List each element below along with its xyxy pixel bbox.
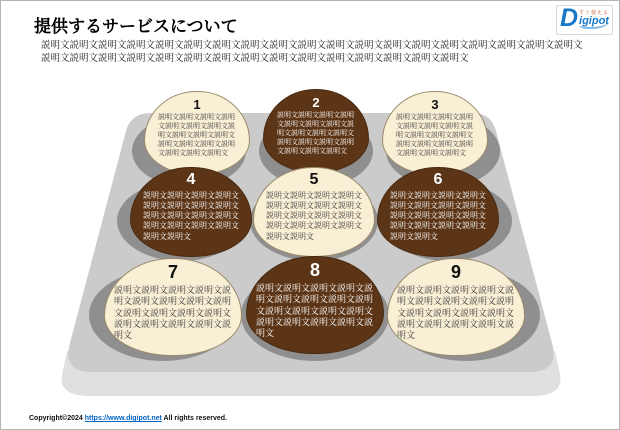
dome-text: 説明文説明文説明文説明文説明文説明文説明文説明文説明文説明文説明文説明文説明文説明文説明文説明文説明文説明文: [396, 114, 473, 157]
dome-text: 説明文説明文説明文説明文説明文説明文説明文説明文説明文説明文説明文説明文説明文説明文説明文説明文説明文説明文: [397, 285, 515, 340]
dome-text: 説明文説明文説明文説明文説明文説明文説明文説明文説明文説明文説明文説明文説明文説明文説明文説明文説明文説明文: [390, 191, 486, 241]
digipot-link[interactable]: https://www.digipot.net: [84, 415, 162, 422]
copyright-suffix: All rights reserved.: [161, 415, 227, 422]
dome-number: 6: [433, 171, 443, 188]
dome-text: 説明文説明文説明文説明文説明文説明文説明文説明文説明文説明文説明文説明文説明文説明文説明文説明文説明文説明文: [266, 191, 362, 241]
dome-number: 1: [193, 97, 201, 112]
dome-number: 8: [309, 260, 320, 280]
dome-number: 4: [186, 171, 196, 188]
dome-text: 説明文説明文説明文説明文説明文説明文説明文説明文説明文説明文説明文説明文説明文説明文説明文説明文説明文説明文: [256, 283, 374, 338]
dome-text: 説明文説明文説明文説明文説明文説明文説明文説明文説明文説明文説明文説明文説明文説明文説明文説明文説明文説明文: [158, 114, 235, 157]
page-description: 説明文説明文説明文説明文説明文説明文説明文説明文説明文説明文説明文説明文説明文説明文説明文説明文説明文説明文説明文説明文説明文説明文説明文説明文説明文説明文説明文説明文説明文説明文説明文説明文説明文説明文: [41, 40, 583, 64]
dome-number: 9: [450, 262, 461, 282]
dome-number: 2: [312, 95, 320, 110]
dome-number: 3: [431, 97, 439, 112]
logo-tagline: すぐ使える: [579, 10, 610, 16]
logo-wordmark: igipot: [579, 15, 609, 27]
logo-d-glyph: D: [559, 4, 579, 32]
dome-text: 説明文説明文説明文説明文説明文説明文説明文説明文説明文説明文説明文説明文説明文説明文説明文説明文説明文説明文: [277, 112, 354, 155]
dome-number: 7: [167, 262, 178, 282]
page-title: 提供するサービスについて: [34, 17, 238, 36]
copyright-prefix: Copyright©2024: [29, 415, 85, 422]
dome-text: 説明文説明文説明文説明文説明文説明文説明文説明文説明文説明文説明文説明文説明文説明文説明文説明文説明文説明文: [143, 191, 239, 241]
dome-number: 5: [309, 171, 319, 188]
dome-text: 説明文説明文説明文説明文説明文説明文説明文説明文説明文説明文説明文説明文説明文説明文説明文説明文説明文説明文: [114, 285, 232, 340]
